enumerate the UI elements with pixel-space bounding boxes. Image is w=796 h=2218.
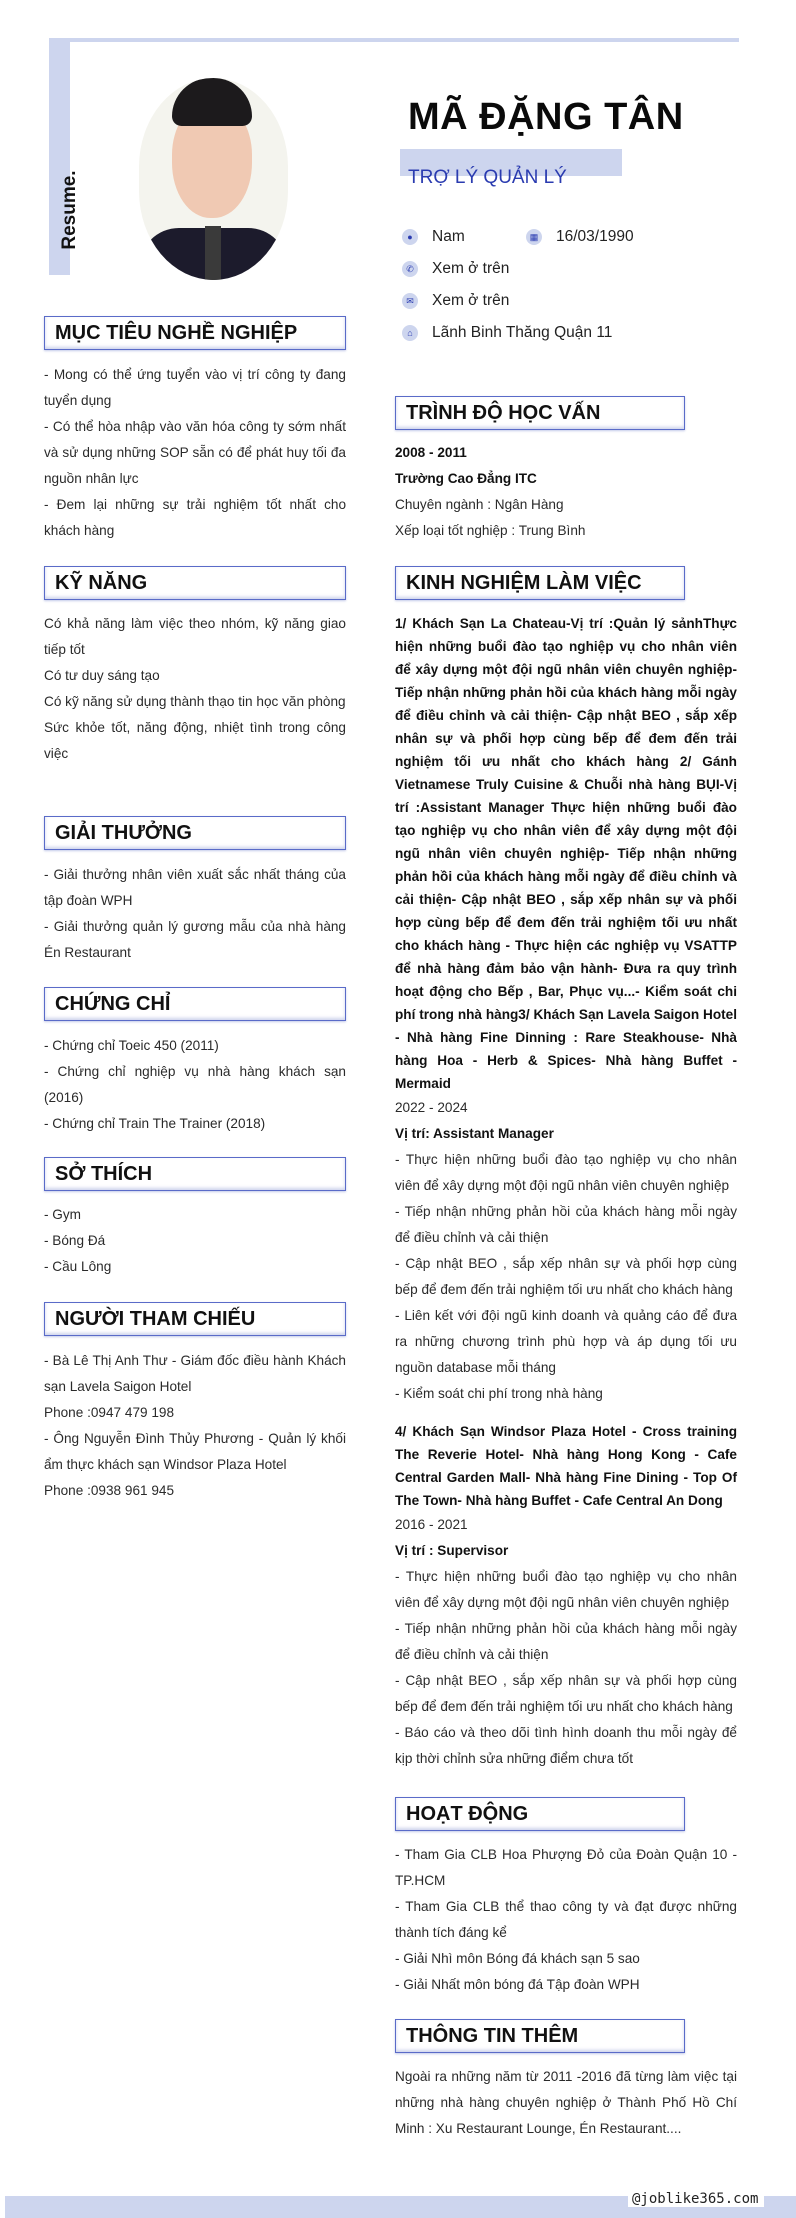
- section-title-awards: GIẢI THƯỞNG: [44, 816, 346, 850]
- job-period: 2022 - 2024: [395, 1100, 468, 1115]
- list-item: Có kỹ năng sử dụng thành thạo tin học văn phòng: [44, 694, 346, 709]
- list-item: - Giải Nhất môn bóng đá Tập đoàn WPH: [395, 1977, 640, 1992]
- section-title-additional: THÔNG TIN THÊM: [395, 2019, 685, 2053]
- section-title-hobbies: SỞ THÍCH: [44, 1157, 346, 1191]
- resume-label: Resume.: [59, 170, 80, 250]
- education-block: [395, 440, 737, 544]
- awards-list: [44, 862, 346, 966]
- list-item: - Chứng chỉ nghiệp vụ nhà hàng khách sạn (2016): [44, 1064, 346, 1105]
- activities-list: [395, 1842, 737, 1998]
- education-grade: Xếp loại tốt nghiệp : Trung Bình: [395, 523, 586, 538]
- objective-list: [44, 362, 346, 544]
- list-item: - Thực hiện những buổi đào tạo nghiệp vụ cho nhân viên để xây dựng một đội ngũ nhân viên chuyên nghiệp: [395, 1569, 737, 1610]
- list-item: - Ông Nguyễn Đình Thủy Phương - Quản lý khối ẩm thực khách sạn Windsor Plaza Hotel: [44, 1431, 346, 1472]
- section-title-activities: HOẠT ĐỘNG: [395, 1797, 685, 1831]
- section-title-education: TRÌNH ĐỘ HỌC VẤN: [395, 396, 685, 430]
- list-item: - Kiểm soát chi phí trong nhà hàng: [395, 1386, 603, 1401]
- education-period: 2008 - 2011: [395, 445, 467, 460]
- list-item: - Tiếp nhận những phản hồi của khách hàng mỗi ngày để điều chỉnh và cải thiện: [395, 1204, 737, 1245]
- list-item: - Chứng chỉ Train The Trainer (2018): [44, 1116, 266, 1131]
- list-item: - Liên kết với đội ngũ kinh doanh và quảng cáo để đưa ra những chương trình phù hợp và áp dụng tối ưu nguồn database mỗi tháng: [395, 1308, 737, 1375]
- job-position: Vị trí : Supervisor: [395, 1543, 509, 1558]
- education-school: Trường Cao Đẳng ITC: [395, 471, 537, 486]
- list-item: - Cập nhật BEO , sắp xếp nhân sự và phối hợp cùng bếp để đem đến trải nghiệm tối ưu nhất cho khách hàng: [395, 1256, 737, 1297]
- home-icon: ⌂: [402, 325, 418, 341]
- list-item: - Chứng chỉ Toeic 450 (2011): [44, 1038, 219, 1053]
- list-item: - Giải thưởng quản lý gương mẫu của nhà hàng Én Restaurant: [44, 919, 346, 960]
- profile-photo: [139, 78, 288, 280]
- gender-value: Nam: [432, 228, 465, 245]
- section-title-certificates: CHỨNG CHỈ: [44, 987, 346, 1021]
- education-major: Chuyên ngành : Ngân Hàng: [395, 497, 564, 512]
- email-value: Xem ở trên: [432, 292, 510, 309]
- watermark: @joblike365.com: [628, 2191, 764, 2207]
- list-item: - Báo cáo và theo dõi tình hình doanh thu mỗi ngày để kịp thời chỉnh sửa những điểm chưa tốt: [395, 1725, 737, 1766]
- list-item: - Tham Gia CLB Hoa Phượng Đỏ của Đoàn Quận 10 - TP.HCM: [395, 1847, 737, 1888]
- certificates-list: [44, 1033, 346, 1137]
- phone-value: Xem ở trên: [432, 260, 510, 277]
- job-title: TRỢ LÝ QUẢN LÝ: [408, 167, 567, 188]
- contact-birthdate: [526, 228, 634, 246]
- phone-icon: ✆: [402, 261, 418, 277]
- list-item: - Bóng Đá: [44, 1233, 106, 1248]
- list-item: Có tư duy sáng tạo: [44, 668, 160, 683]
- job-heading: 4/ Khách Sạn Windsor Plaza Hotel - Cross training The Reverie Hotel- Nhà hàng Hong Kong - Cafe Central Garden Mall- Nhà hàng Fine Dining - Top Of The Town- Nhà hàng Buffet - Cafe Central An Dong: [395, 1424, 737, 1508]
- job-position: Vị trí: Assistant Manager: [395, 1126, 554, 1141]
- list-item: - Bà Lê Thị Anh Thư - Giám đốc điều hành Khách sạn Lavela Saigon Hotel: [44, 1353, 346, 1394]
- list-item: - Đem lại những sự trải nghiệm tốt nhất cho khách hàng: [44, 497, 346, 538]
- list-item: - Gym: [44, 1207, 81, 1222]
- contact-phone: [402, 260, 509, 278]
- hobbies-list: [44, 1202, 346, 1280]
- list-item: Phone :0938 961 945: [44, 1483, 175, 1498]
- list-item: - Giải thưởng nhân viên xuất sắc nhất tháng của tập đoàn WPH: [44, 867, 346, 908]
- section-title-objective: MỤC TIÊU NGHỀ NGHIỆP: [44, 316, 346, 350]
- list-item: - Có thể hòa nhập vào văn hóa công ty sớm nhất và sử dụng những SOP sẵn có để phát huy tối đa nguồn nhân lực: [44, 419, 346, 486]
- list-item: - Mong có thể ứng tuyển vào vị trí công ty đang tuyển dụng: [44, 367, 346, 408]
- calendar-icon: ▦: [526, 229, 542, 245]
- additional-text: Ngoài ra những năm từ 2011 -2016 đã từng làm việc tại những nhà hàng chuyên nghiệp ở Thành Phố Hồ Chí Minh : Xu Restaurant Lounge, Én Restaurant....: [395, 2069, 737, 2136]
- candidate-name: MÃ ĐẶNG TÂN: [408, 96, 684, 138]
- mail-icon: ✉: [402, 293, 418, 309]
- contact-address: [402, 324, 612, 342]
- section-title-skills: KỸ NĂNG: [44, 566, 346, 600]
- experience-job-2: [395, 1420, 737, 1772]
- job-period: 2016 - 2021: [395, 1517, 468, 1532]
- photo-tie: [205, 226, 221, 280]
- section-title-experience: KINH NGHIỆM LÀM VIỆC: [395, 566, 685, 600]
- list-item: - Tiếp nhận những phản hồi của khách hàng mỗi ngày để điều chỉnh và cải thiện: [395, 1621, 737, 1662]
- list-item: - Tham Gia CLB thể thao công ty và đạt được những thành tích đáng kể: [395, 1899, 737, 1940]
- list-item: - Thực hiện những buổi đào tạo nghiệp vụ cho nhân viên để xây dựng một đội ngũ nhân viên chuyên nghiệp: [395, 1152, 737, 1193]
- list-item: - Cập nhật BEO , sắp xếp nhân sự và phối hợp cùng bếp để đem đến trải nghiệm tối ưu nhất cho khách hàng: [395, 1673, 737, 1714]
- list-item: Có khả năng làm việc theo nhóm, kỹ năng giao tiếp tốt: [44, 616, 346, 657]
- references-list: [44, 1348, 346, 1504]
- address-value: Lãnh Binh Thăng Quận 11: [432, 324, 613, 341]
- top-accent-bar: [49, 38, 739, 42]
- contact-email: [402, 292, 509, 310]
- list-item: Sức khỏe tốt, năng động, nhiệt tình trong công việc: [44, 720, 346, 761]
- person-icon: ●: [402, 229, 418, 245]
- list-item: - Cầu Lông: [44, 1259, 112, 1274]
- list-item: - Giải Nhì môn Bóng đá khách sạn 5 sao: [395, 1951, 640, 1966]
- contact-gender: [402, 228, 465, 246]
- section-title-references: NGƯỜI THAM CHIẾU: [44, 1302, 346, 1336]
- additional-info: [395, 2064, 737, 2142]
- birthdate-value: 16/03/1990: [556, 228, 634, 245]
- photo-hair: [172, 78, 252, 126]
- experience-job-1: [395, 612, 737, 1407]
- list-item: Phone :0947 479 198: [44, 1405, 175, 1420]
- job-heading: 1/ Khách Sạn La Chateau-Vị trí :Quản lý sảnhThực hiện những buổi đào tạo nghiệp vụ cho nhân viên để xây dựng một đội ngũ nhân viên chuyên nghiệp- Tiếp nhận những phản hồi của khách hàng mỗi ngày để điều chỉnh và cải thiện- Cập nhật BEO , sắp xếp nhân sự và phối hợp cùng bếp để đem đến trải nghiệm tối ưu nhất cho khách hàng 2/ Gánh Vietnamese Truly Cuisine & Chuỗi nhà hàng BỤI-Vị trí :Assistant Manager Thực hiện những buổi đào tạo nghiệp vụ cho nhân viên để xây dựng một đội ngũ nhân viên chuyên nghiệp- Tiếp nhận những phản hồi của khách hàng mỗi ngày để điều chỉnh và cải thiện- Cập nhật BEO , sắp xếp nhân sự và phối hợp cùng bếp để đem đến trải nghiệm tối ưu nhất cho khách hàng - Thực hiện các nghiệp vụ VSATTP để nhà hàng đảm bảo vận hành- Đưa ra quy trình hoạt động cho Bếp , Bar, Phục vụ...- Kiểm soát chi phí trong nhà hàng3/ Khách Sạn Lavela Saigon Hotel - Nhà hàng Fine Dinning : Rare Steakhouse- Nhà hàng Hoa - Herb & Spices- Nhà hàng Buffet - Mermaid: [395, 616, 737, 1091]
- skills-list: [44, 611, 346, 767]
